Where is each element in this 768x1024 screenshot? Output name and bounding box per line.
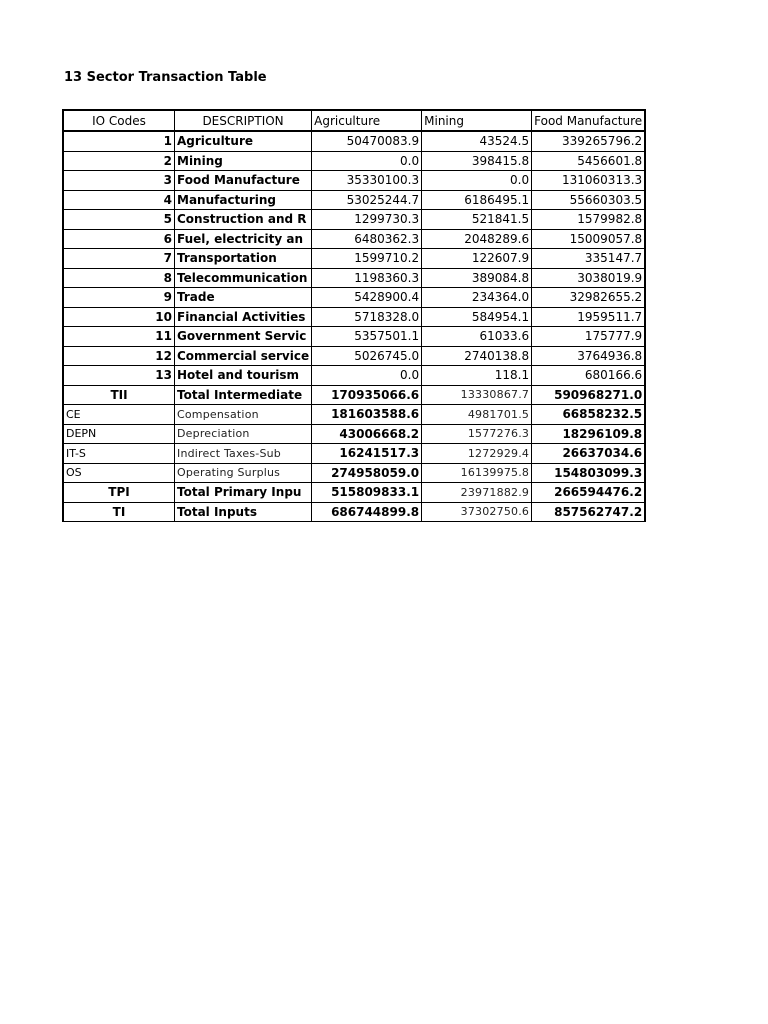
cell-food-manufacture: 32982655.2 [532, 288, 646, 308]
cell-mining: 584954.1 [422, 307, 532, 327]
row-description: Hotel and tourism [175, 366, 312, 386]
row-code: 5 [63, 210, 175, 230]
row-code: OS [63, 463, 175, 483]
cell-mining: 23971882.9 [422, 483, 532, 503]
row-description: Operating Surplus [175, 463, 312, 483]
cell-agriculture: 16241517.3 [312, 444, 422, 464]
cell-mining: 521841.5 [422, 210, 532, 230]
primary-input-row [63, 424, 645, 444]
row-description: Total Inputs [175, 502, 312, 522]
cell-mining: 2740138.8 [422, 346, 532, 366]
cell-food-manufacture: 5456601.8 [532, 151, 646, 171]
row-code: 3 [63, 171, 175, 191]
header-row [63, 110, 645, 131]
sector-row [63, 307, 645, 327]
cell-agriculture: 686744899.8 [312, 502, 422, 522]
cell-mining: 6186495.1 [422, 190, 532, 210]
cell-mining: 389084.8 [422, 268, 532, 288]
row-code: 7 [63, 249, 175, 269]
cell-food-manufacture: 66858232.5 [532, 405, 646, 425]
primary-input-row [63, 463, 645, 483]
header-agriculture: Agriculture [312, 110, 422, 131]
row-description: Depreciation [175, 424, 312, 444]
cell-mining: 118.1 [422, 366, 532, 386]
cell-mining: 61033.6 [422, 327, 532, 347]
header-io-codes: IO Codes [63, 110, 175, 131]
cell-agriculture: 1299730.3 [312, 210, 422, 230]
cell-agriculture: 5357501.1 [312, 327, 422, 347]
cell-agriculture: 515809833.1 [312, 483, 422, 503]
row-description: Agriculture [175, 131, 312, 151]
cell-food-manufacture: 266594476.2 [532, 483, 646, 503]
row-description: Indirect Taxes-Sub [175, 444, 312, 464]
row-code: TII [63, 385, 175, 405]
cell-agriculture: 53025244.7 [312, 190, 422, 210]
cell-food-manufacture: 1959511.7 [532, 307, 646, 327]
cell-agriculture: 1198360.3 [312, 268, 422, 288]
row-description: Transportation [175, 249, 312, 269]
row-description: Compensation [175, 405, 312, 425]
row-code: 8 [63, 268, 175, 288]
sector-row [63, 131, 645, 151]
row-code: TI [63, 502, 175, 522]
sector-row [63, 346, 645, 366]
row-code: 2 [63, 151, 175, 171]
sector-row [63, 249, 645, 269]
row-description: Mining [175, 151, 312, 171]
total-intermediate-row [63, 385, 645, 405]
cell-food-manufacture: 339265796.2 [532, 131, 646, 151]
cell-food-manufacture: 857562747.2 [532, 502, 646, 522]
row-description: Manufacturing [175, 190, 312, 210]
cell-food-manufacture: 3764936.8 [532, 346, 646, 366]
cell-agriculture: 0.0 [312, 151, 422, 171]
sector-row [63, 190, 645, 210]
row-code: 1 [63, 131, 175, 151]
row-description: Food Manufacture [175, 171, 312, 191]
cell-food-manufacture: 154803099.3 [532, 463, 646, 483]
cell-food-manufacture: 3038019.9 [532, 268, 646, 288]
cell-food-manufacture: 1579982.8 [532, 210, 646, 230]
cell-food-manufacture: 131060313.3 [532, 171, 646, 191]
cell-agriculture: 5718328.0 [312, 307, 422, 327]
cell-food-manufacture: 335147.7 [532, 249, 646, 269]
sector-row [63, 327, 645, 347]
row-description: Commercial service [175, 346, 312, 366]
cell-food-manufacture: 680166.6 [532, 366, 646, 386]
cell-mining: 0.0 [422, 171, 532, 191]
cell-mining: 122607.9 [422, 249, 532, 269]
cell-agriculture: 35330100.3 [312, 171, 422, 191]
sector-row [63, 366, 645, 386]
cell-mining: 2048289.6 [422, 229, 532, 249]
cell-mining: 1577276.3 [422, 424, 532, 444]
row-code: 10 [63, 307, 175, 327]
row-description: Fuel, electricity an [175, 229, 312, 249]
header-mining: Mining [422, 110, 532, 131]
cell-mining: 234364.0 [422, 288, 532, 308]
row-code: 4 [63, 190, 175, 210]
row-code: TPI [63, 483, 175, 503]
row-code: IT-S [63, 444, 175, 464]
row-description: Government Servic [175, 327, 312, 347]
sector-row [63, 268, 645, 288]
cell-agriculture: 170935066.6 [312, 385, 422, 405]
header-description: DESCRIPTION [175, 110, 312, 131]
cell-food-manufacture: 590968271.0 [532, 385, 646, 405]
row-description: Telecommunication [175, 268, 312, 288]
sector-row [63, 171, 645, 191]
cell-agriculture: 43006668.2 [312, 424, 422, 444]
cell-food-manufacture: 175777.9 [532, 327, 646, 347]
table-title: 13 Sector Transaction Table [64, 70, 267, 85]
row-code: 9 [63, 288, 175, 308]
cell-agriculture: 0.0 [312, 366, 422, 386]
cell-agriculture: 5428900.4 [312, 288, 422, 308]
cell-agriculture: 274958059.0 [312, 463, 422, 483]
cell-mining: 398415.8 [422, 151, 532, 171]
cell-mining: 16139975.8 [422, 463, 532, 483]
sector-row [63, 288, 645, 308]
row-code: DEPN [63, 424, 175, 444]
row-description: Construction and R [175, 210, 312, 230]
sector-row [63, 229, 645, 249]
row-description: Total Primary Inpu [175, 483, 312, 503]
transaction-table [62, 109, 646, 522]
sector-row [63, 210, 645, 230]
row-code: CE [63, 405, 175, 425]
total-inputs-row [63, 502, 645, 522]
cell-agriculture: 6480362.3 [312, 229, 422, 249]
row-code: 12 [63, 346, 175, 366]
cell-mining: 4981701.5 [422, 405, 532, 425]
row-code: 6 [63, 229, 175, 249]
cell-mining: 43524.5 [422, 131, 532, 151]
row-code: 11 [63, 327, 175, 347]
row-description: Total Intermediate [175, 385, 312, 405]
primary-input-row [63, 405, 645, 425]
cell-food-manufacture: 55660303.5 [532, 190, 646, 210]
cell-agriculture: 181603588.6 [312, 405, 422, 425]
row-code: 13 [63, 366, 175, 386]
primary-input-row [63, 444, 645, 464]
cell-mining: 1272929.4 [422, 444, 532, 464]
cell-food-manufacture: 26637034.6 [532, 444, 646, 464]
cell-food-manufacture: 15009057.8 [532, 229, 646, 249]
cell-agriculture: 5026745.0 [312, 346, 422, 366]
cell-agriculture: 1599710.2 [312, 249, 422, 269]
cell-agriculture: 50470083.9 [312, 131, 422, 151]
row-description: Trade [175, 288, 312, 308]
header-food-manufacture: Food Manufacture [532, 110, 646, 131]
total-primary-row [63, 483, 645, 503]
cell-food-manufacture: 18296109.8 [532, 424, 646, 444]
cell-mining: 13330867.7 [422, 385, 532, 405]
row-description: Financial Activities [175, 307, 312, 327]
cell-mining: 37302750.6 [422, 502, 532, 522]
sector-row [63, 151, 645, 171]
